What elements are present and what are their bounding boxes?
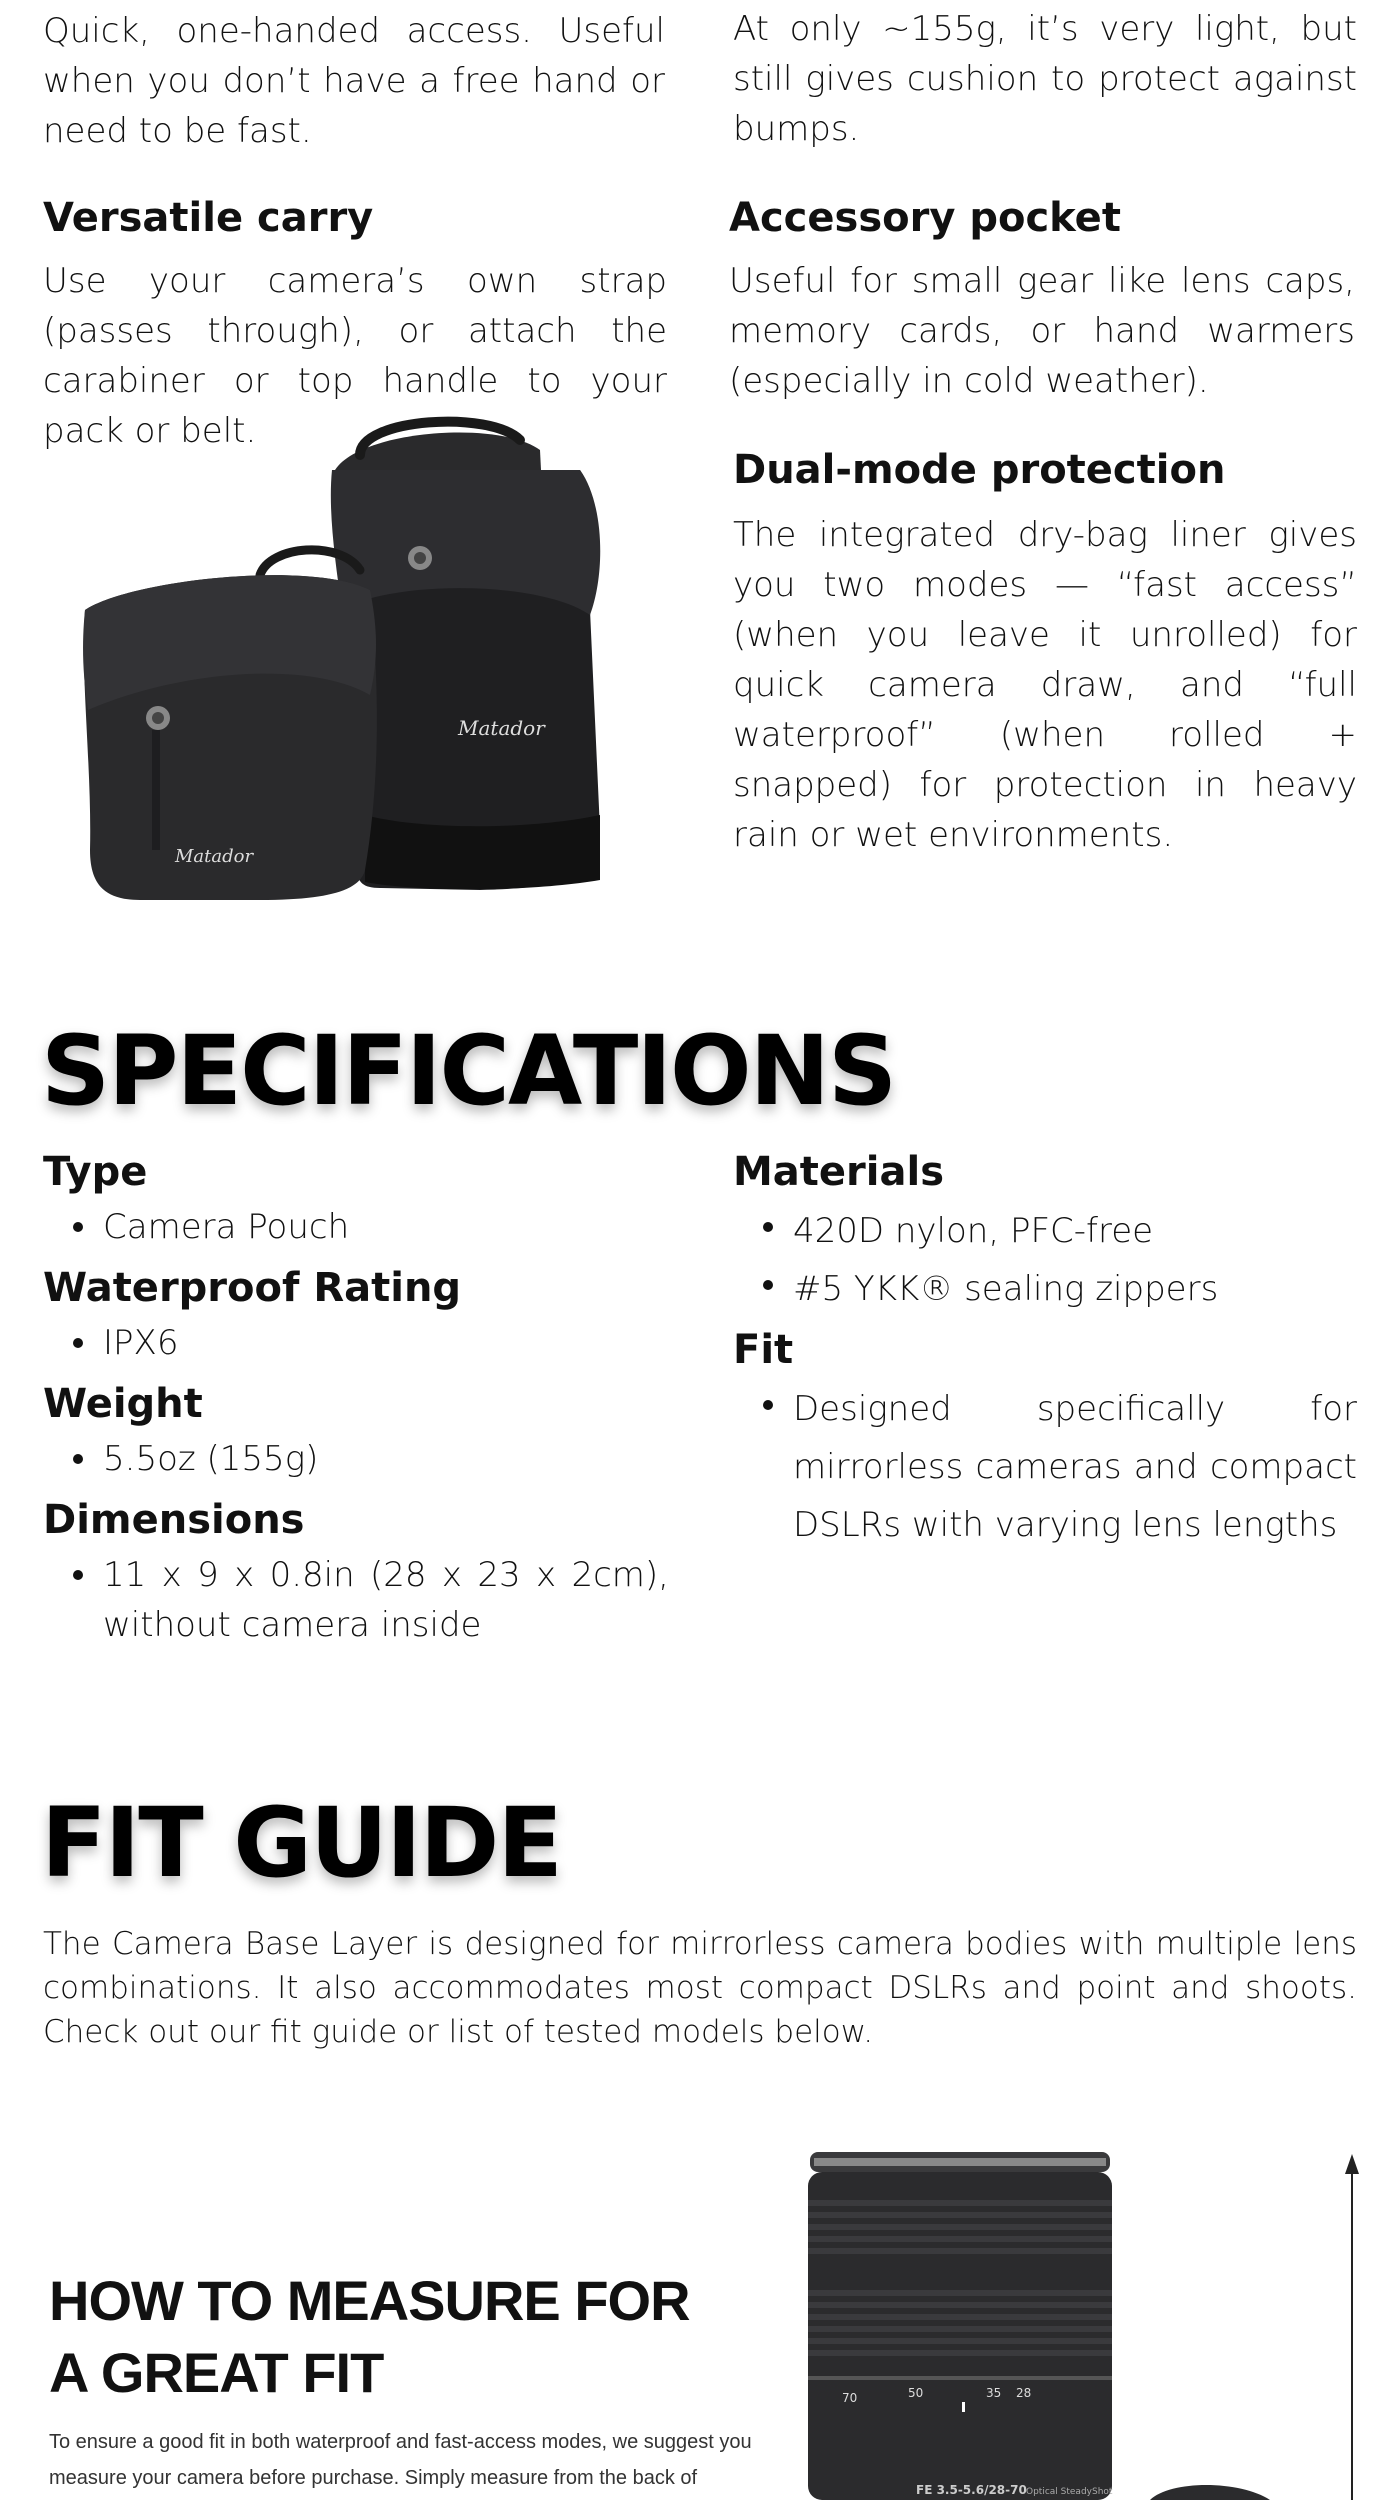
spec-item: 420D nylon, PFC-free — [733, 1202, 1357, 1260]
tall-pouch-logo: Matador — [458, 716, 545, 740]
spec-waterproof-list — [43, 1318, 669, 1368]
spec-item: 11 x 9 x 0.8in (28 x 23 x 2cm), without camera inside — [43, 1550, 669, 1650]
spec-dimensions-list — [43, 1550, 669, 1650]
lens-scale-mark: 50 — [908, 2386, 924, 2400]
short-pouch-graphic — [83, 550, 377, 900]
camera-pouch-product-image — [60, 410, 660, 910]
how-to-measure-text: To ensure a good fit in both waterproof and fast-access modes, we suggest you measure your camera before purchase. Simply measure from the back of — [49, 2431, 752, 2489]
spec-materials-title: Materials — [733, 1149, 944, 1195]
camera-lens-image — [800, 2140, 1400, 2500]
spec-materials-list — [733, 1202, 1357, 1318]
spec-fit-list — [733, 1380, 1357, 1554]
lens-model-text: FE 3.5-5.6/28-70 — [916, 2483, 1027, 2497]
spec-item: IPX6 — [43, 1318, 669, 1368]
lightweight-description: At only ~155g, it’s very light, but still gives cushion to protect against bumps. — [733, 9, 1357, 149]
measure-arrow-head — [1345, 2154, 1359, 2174]
spec-dimensions-title: Dimensions — [43, 1497, 305, 1543]
spec-fit-title: Fit — [733, 1327, 794, 1373]
spec-weight-title: Weight — [43, 1381, 203, 1427]
lens-scale-mark: 70 — [842, 2391, 858, 2405]
specs-left-column — [43, 1146, 669, 1660]
spec-item: 5.5oz (155g) — [43, 1434, 669, 1484]
specs-right-column — [733, 1146, 1357, 1564]
accessory-pocket-title: Accessory pocket — [729, 195, 1121, 241]
spec-weight-list — [43, 1434, 669, 1484]
dual-mode-text: The integrated dry-bag liner gives you two modes — “fast access” (when you leave it unrolled) for quick camera draw, and “full waterproof” (when rolled + snapped) for protection in heavy rain or wet environments. — [733, 515, 1357, 855]
spec-item: Camera Pouch — [43, 1202, 669, 1252]
spec-type-list — [43, 1202, 669, 1252]
fast-access-description: Quick, one-handed access. Useful when you don’t have a free hand or need to be fast. — [43, 11, 665, 151]
accessory-pocket-text: Useful for small gear like lens caps, memory cards, or hand warmers (especially in cold weather). — [729, 261, 1355, 401]
spec-item: #5 YKK® sealing zippers — [733, 1260, 1357, 1318]
how-to-measure-title: HOW TO MEASURE FOR A GREAT FIT — [49, 2269, 690, 2404]
fit-guide-heading: FIT GUIDE — [41, 1787, 561, 1899]
lens-scale-mark: 35 — [986, 2386, 1002, 2400]
lens-scale-mark: 28 — [1016, 2386, 1032, 2400]
versatile-carry-title: Versatile carry — [43, 195, 374, 241]
spec-waterproof-title: Waterproof Rating — [43, 1265, 462, 1311]
spec-type-title: Type — [43, 1149, 148, 1195]
versatile-carry-text: Use your camera’s own strap (passes through), or attach the carabiner or top handle to your pack or belt. — [43, 261, 667, 451]
fit-guide-text: The Camera Base Layer is designed for mirrorless camera bodies with multiple lens combinations. It also accommodates most compact DSLRs and point and shoots. Check out our fit guide or list of tested models below. — [43, 1926, 1357, 2050]
short-pouch-logo: Matador — [175, 846, 254, 867]
specifications-heading: SPECIFICATIONS — [41, 1015, 896, 1127]
dual-mode-title: Dual-mode protection — [733, 447, 1226, 493]
lens-brand-text: Optical SteadyShot — [1026, 2487, 1113, 2497]
spec-item: Designed specifically for mirrorless cameras and compact DSLRs with varying lens lengths — [733, 1380, 1357, 1554]
